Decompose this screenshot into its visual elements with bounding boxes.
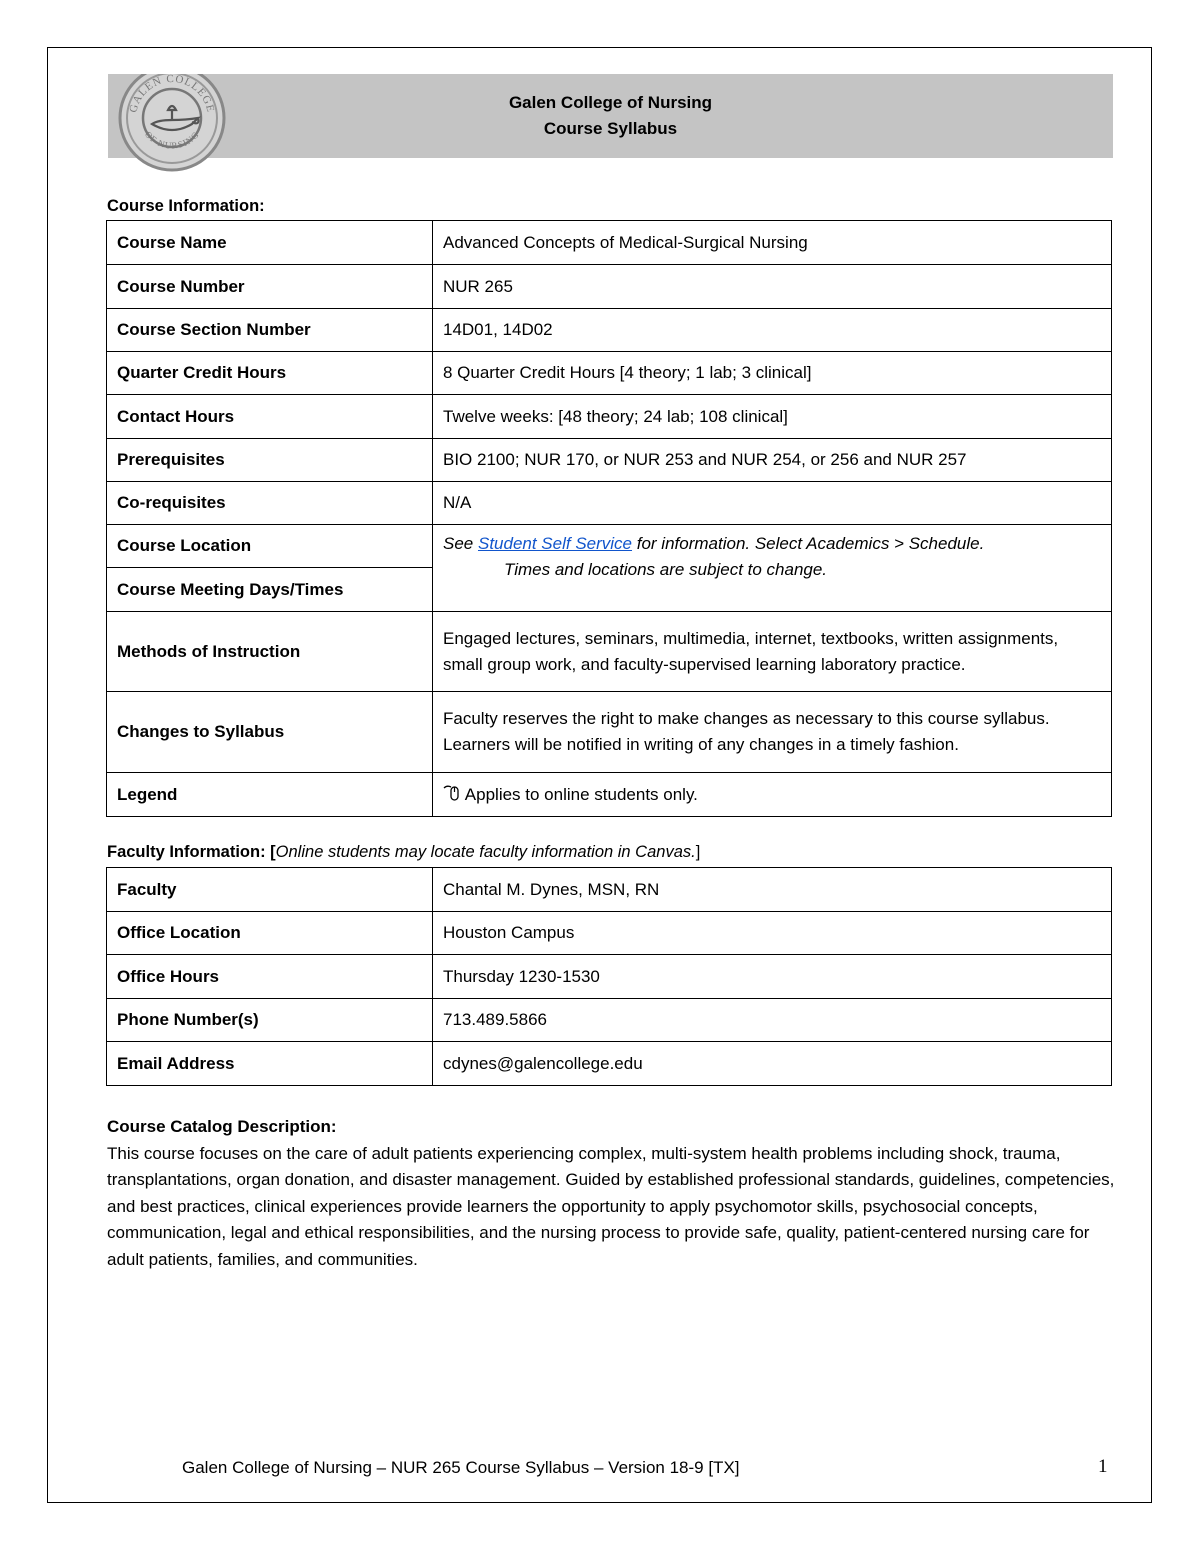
catalog-text: This course focuses on the care of adult patients experiencing complex, multi-system health problems including shock, trauma, transplantations, organ donation, and disaster management. Guided by established professional standards, guidelines, competencies, and best practices, clinical experiences provide learners the opportunity to apply psychomotor skills, psychosocial concepts, communication, legal and ethical responsibilities, and the nursing process to provide safe, quality, patient-centered nursing care for adult patients, families, and communities. [107,1143,1115,1269]
location-info-cell [433,525,1112,612]
row-value: 8 Quarter Credit Hours [4 theory; 1 lab; 3 clinical] [433,352,1112,395]
course-meeting-label: Course Meeting Days/Times [107,568,433,612]
row-value: Chantal M. Dynes, MSN, RN [433,868,1112,912]
table-row [107,999,1112,1042]
row-label: Office Location [107,912,433,955]
row-value: Advanced Concepts of Medical-Surgical Nursing [433,221,1112,265]
document-title [108,90,1113,142]
email-value: cdynes@galencollege.edu [433,1042,1112,1086]
course-info-table [106,220,1112,817]
row-label: Contact Hours [107,395,433,439]
row-label: Email Address [107,1042,433,1086]
table-row [107,525,1112,568]
svg-text:GALEN COLLEGE: GALEN COLLEGE [127,74,217,114]
row-value: N/A [433,482,1112,525]
row-label: Faculty [107,868,433,912]
row-label: Office Hours [107,955,433,999]
row-label: Quarter Credit Hours [107,352,433,395]
table-row [107,395,1112,439]
footer-text: Galen College of Nursing – NUR 265 Course Syllabus – Version 18-9 [TX] [182,1458,740,1477]
table-row [107,439,1112,482]
row-label: Course Name [107,221,433,265]
row-value: Twelve weeks: [48 theory; 24 lab; 108 clinical] [433,395,1112,439]
page-number: 1 [1098,1456,1108,1477]
row-label: Phone Number(s) [107,999,433,1042]
table-row [107,955,1112,999]
faculty-heading-note: Online students may locate faculty information in Canvas. [275,843,696,861]
row-value: BIO 2100; NUR 170, or NUR 253 and NUR 254, or 256 and NUR 257 [433,439,1112,482]
table-row [107,692,1112,773]
college-name: Galen College of Nursing [508,93,713,112]
faculty-info-heading [107,843,700,862]
computer-mouse-icon [443,784,461,802]
table-row [107,1042,1112,1086]
location-see: See [443,534,478,553]
svg-text:OF NURSING: OF NURSING [142,129,202,151]
location-info-text: for information. Select Academics > Schedule. [632,534,985,553]
methods-value: Engaged lectures, seminars, multimedia, internet, textbooks, written assignments, small group work, and faculty-supervised learning laboratory practice. [433,612,1112,692]
row-value: Houston Campus [433,912,1112,955]
table-row [107,612,1112,692]
row-label: Course Number [107,265,433,309]
table-row [107,773,1112,817]
table-row [107,221,1112,265]
catalog-description [107,1114,1117,1273]
course-location-label: Course Location [107,525,433,568]
row-value: NUR 265 [433,265,1112,309]
syllabus-subtitle: Course Syllabus [543,119,678,138]
row-label: Co-requisites [107,482,433,525]
table-row [107,482,1112,525]
faculty-info-table [106,867,1112,1086]
faculty-heading-close: ] [695,843,701,861]
row-value: Thursday 1230-1530 [433,955,1112,999]
table-row [107,265,1112,309]
methods-label: Methods of Instruction [107,612,433,692]
faculty-heading-text: Faculty Information: [ [107,843,276,861]
legend-value-cell [433,773,1112,817]
legend-label: Legend [107,773,433,817]
table-row [107,309,1112,352]
legend-value: Applies to online students only. [464,784,698,804]
row-label: Course Section Number [107,309,433,352]
table-row [107,912,1112,955]
catalog-title: Course Catalog Description: [107,1117,337,1136]
changes-label: Changes to Syllabus [107,692,433,773]
course-info-heading: Course Information: [107,197,265,215]
row-label: Prerequisites [107,439,433,482]
student-self-service-link[interactable]: Student Self Service [477,534,633,553]
table-row [107,868,1112,912]
row-value: 713.489.5866 [433,999,1112,1042]
row-value: 14D01, 14D02 [433,309,1112,352]
changes-value: Faculty reserves the right to make changes as necessary to this course syllabus. Learners will be notified in writing of any changes in a timely fashion. [433,692,1112,773]
table-row [107,352,1112,395]
location-note: Times and locations are subject to change. [504,560,828,579]
